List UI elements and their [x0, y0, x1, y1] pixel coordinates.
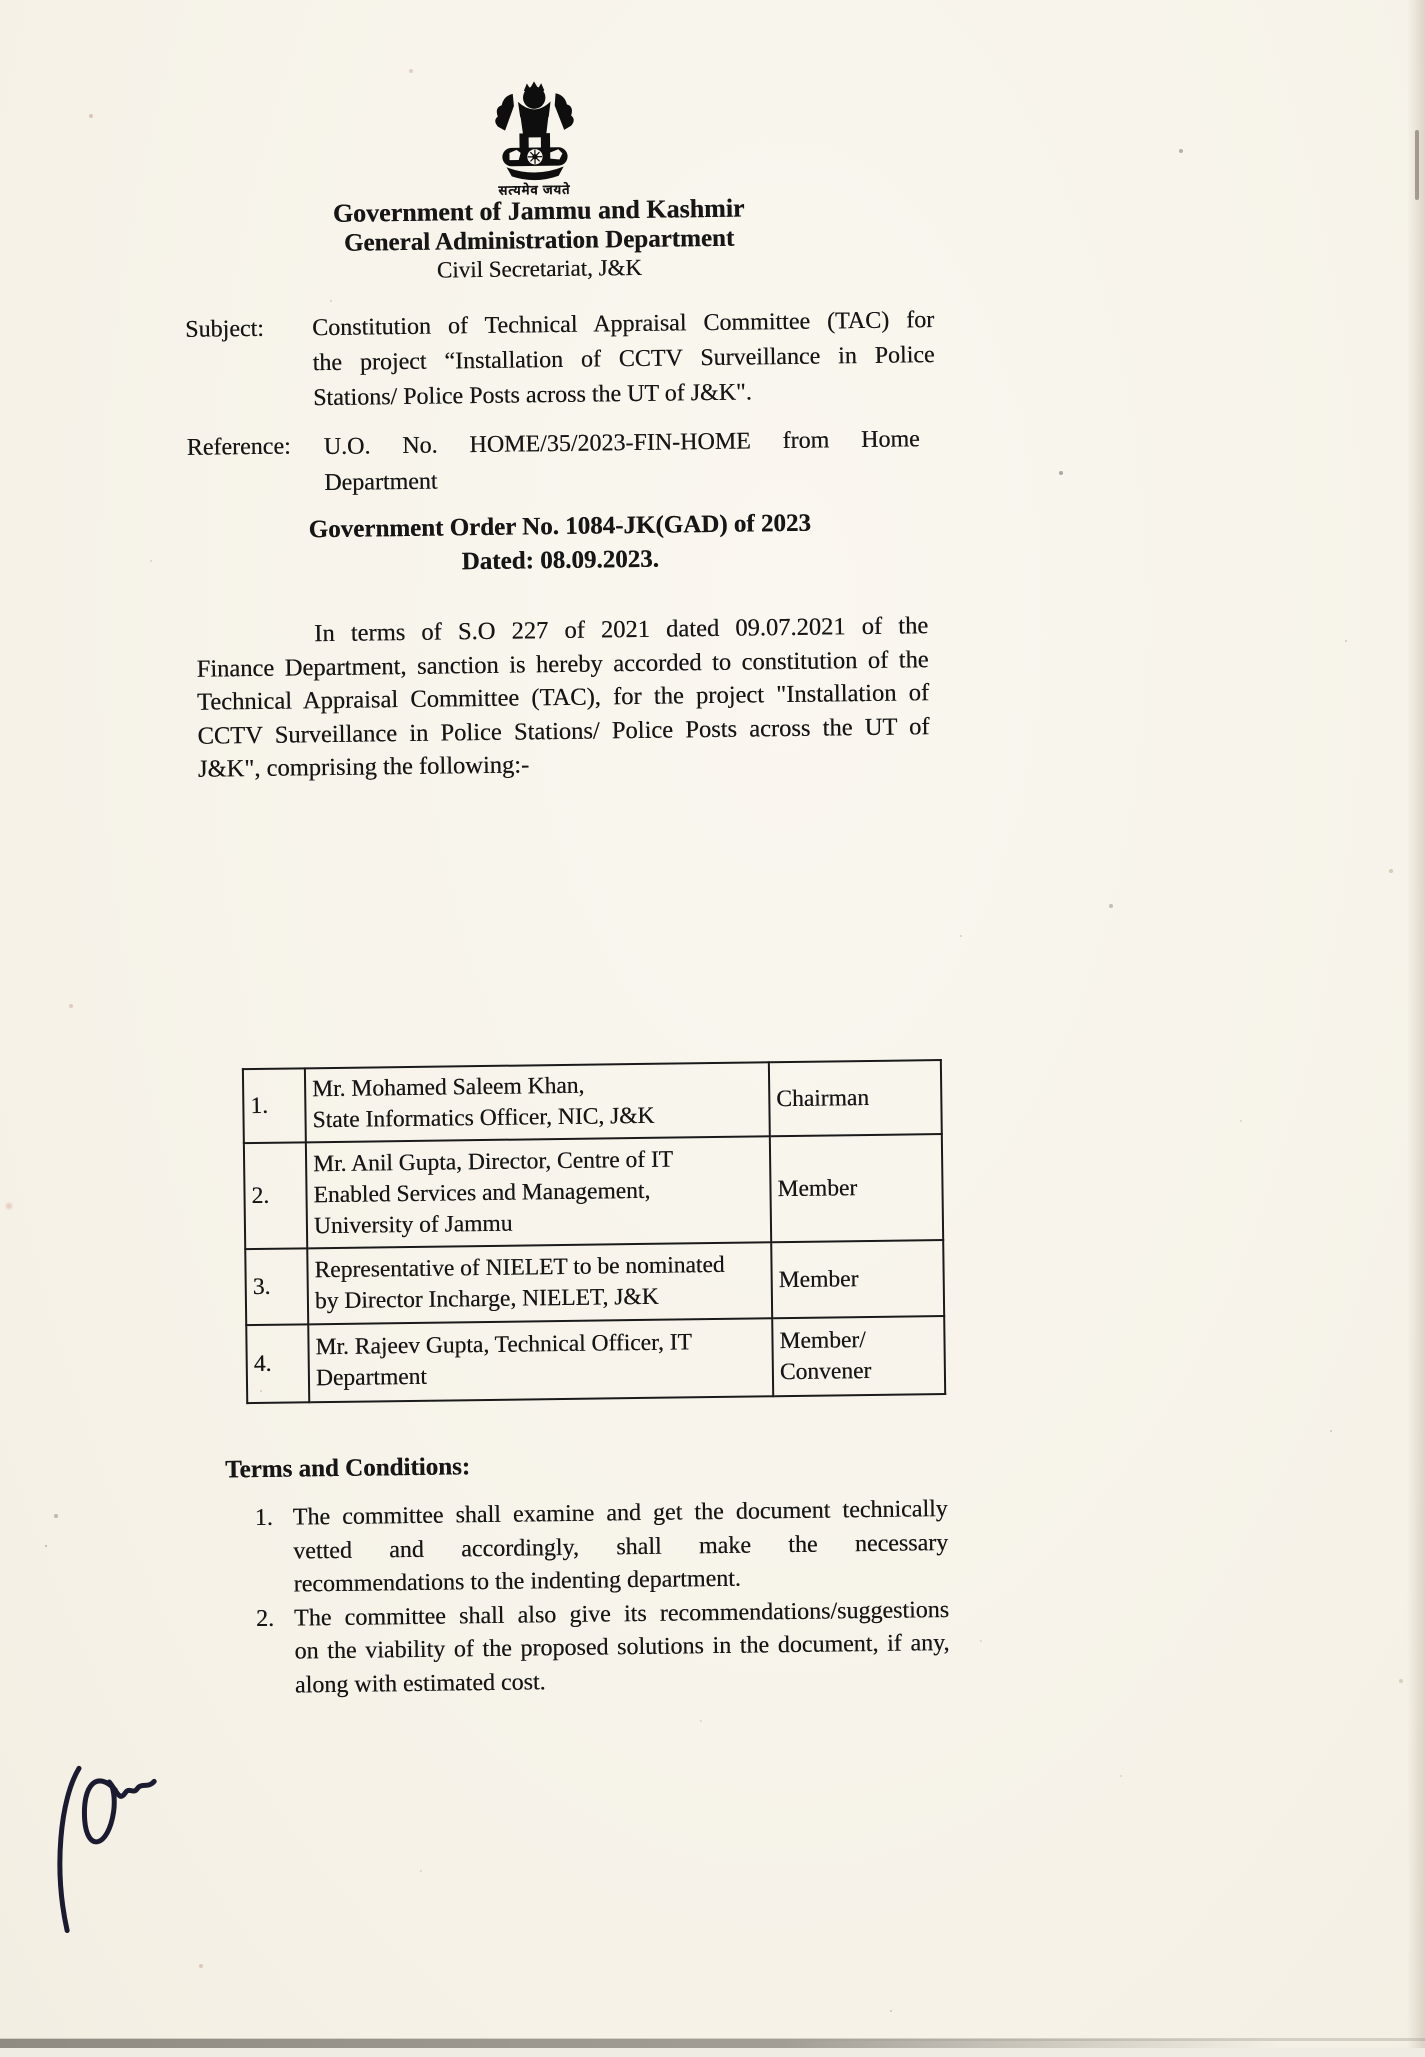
scan-edge-shadow [1407, 0, 1425, 2048]
reference-line: Department [324, 468, 438, 497]
row-number-cell: 4. [246, 1324, 309, 1403]
row-number-cell: 1. [243, 1068, 306, 1143]
government-order-heading [260, 506, 861, 582]
subject-text [312, 303, 935, 416]
member-description-cell: Representative of NIELET to be nominated by Director Incharge, NIELET, J&K [307, 1242, 772, 1324]
department-title: General Administration Department [343, 224, 735, 257]
body-line: In terms of S.O 227 of 2021 dated 09.07.2021 of the [314, 612, 929, 648]
list-item [255, 1493, 949, 1603]
reference-label: Reference: [186, 433, 291, 461]
member-role-cell: Member [771, 1240, 944, 1318]
subject-label: Subject: [185, 315, 265, 343]
term-line: on the viability of the proposed solutions in the document, if any, [294, 1630, 950, 1665]
table-row [245, 1240, 944, 1325]
reference-line: U.O. No. HOME/35/2023-FIN-HOME from Home [323, 426, 920, 461]
body-line: J&K", comprising the following:- [197, 751, 530, 784]
list-item-text [294, 1594, 950, 1703]
handwritten-signature [27, 1755, 170, 1952]
order-number: Government Order No. 1084-JK(GAD) of 2023 [308, 509, 812, 544]
terms-list [255, 1493, 951, 1704]
scan-edge-shadow [0, 2039, 1425, 2048]
member-description-cell: Mr. Rajeev Gupta, Technical Officer, IT Department [308, 1318, 773, 1402]
letterhead [239, 192, 840, 287]
subject-line: Stations/ Police Posts across the UT of J&K". [312, 379, 752, 412]
member-role-cell: Member/ Convener [772, 1316, 945, 1396]
committee-table [242, 1059, 946, 1404]
row-number-cell: 2. [244, 1142, 307, 1249]
member-description-cell: Mr. Mohamed Saleem Khan, State Informatics Officer, NIC, J&K [305, 1062, 770, 1142]
table-row [243, 1060, 942, 1143]
secretariat-subtitle: Civil Secretariat, J&K [436, 254, 643, 283]
member-role-cell: Member [770, 1134, 943, 1242]
row-number-cell: 3. [245, 1248, 308, 1325]
reference-text [324, 421, 921, 501]
subject-line: the project “Installation of CCTV Surveillance in Police [312, 342, 935, 377]
member-role-cell: Chairman [769, 1060, 942, 1136]
term-line: recommendations to the indenting department. [293, 1565, 741, 1598]
member-description-cell: Mr. Anil Gupta, Director, Centre of IT Enabled Services and Management, University of Jammu [306, 1136, 771, 1248]
table-row [246, 1316, 945, 1403]
government-title: Government of Jammu and Kashmir [332, 193, 745, 228]
body-line: Technical Appraisal Committee (TAC), for the project "Installation of [196, 679, 930, 716]
subject-line: Constitution of Technical Appraisal Committee (TAC) for [312, 307, 935, 342]
emblem-motto: सत्यमेव जयते [498, 181, 571, 198]
terms-heading: Terms and Conditions: [224, 1453, 471, 1484]
india-national-emblem [481, 80, 588, 183]
list-item [256, 1594, 950, 1704]
table-row [244, 1134, 943, 1249]
term-line: The committee shall examine and get the document technically [292, 1495, 948, 1531]
order-body-paragraph [196, 609, 930, 787]
list-item-number: 1. [254, 1504, 273, 1532]
term-line: The committee shall also give its recommendations/suggestions [293, 1596, 950, 1632]
list-item-number: 2. [255, 1605, 275, 1632]
body-line: CCTV Surveillance in Police Stations/ Police Posts across the UT of [197, 712, 930, 750]
term-line: along with estimated cost. [294, 1669, 546, 1699]
body-line: Finance Department, sanction is hereby accorded to constitution of the [196, 645, 929, 683]
list-item-text [293, 1493, 949, 1602]
scan-speckles [0, 0, 2, 2]
order-date: Dated: 08.09.2023. [461, 545, 660, 576]
term-line: vetted and accordingly, shall make the necessary [293, 1529, 949, 1565]
